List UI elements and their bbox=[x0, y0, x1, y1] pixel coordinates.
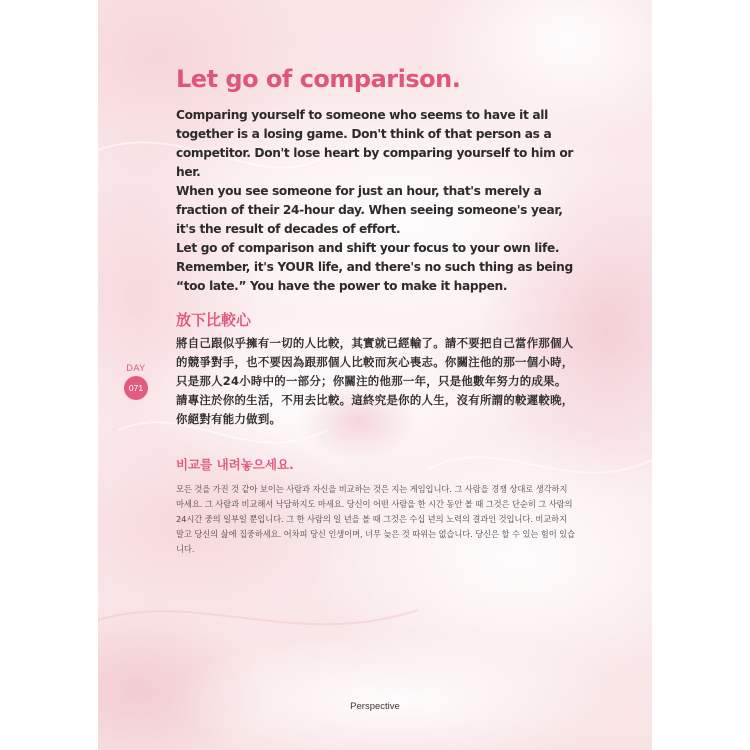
english-paragraph: When you see someone for just an hour, that's merely a fraction of their 24-hour day. When seeing someone's year, it's the result of decades of effort. bbox=[176, 184, 563, 236]
english-paragraph: Let go of comparison and shift your focus to your own life. bbox=[176, 241, 560, 255]
english-title: Let go of comparison. bbox=[176, 65, 461, 93]
english-body bbox=[176, 106, 576, 296]
entry-content bbox=[98, 0, 652, 750]
chinese-body: 將自己跟似乎擁有一切的人比較，其實就已經輸了。請不要把自己當作那個人的競爭對手，也不要因為跟那個人比較而灰心喪志。你關注他的那一個小時，只是那人24小時中的一部分；你關注的他那一年，只是他數年努力的成果。請專注於你的生活，不用去比較。這終究是你的人生，沒有所謂的較遲較晚，你絕對有能力做到。 bbox=[176, 336, 574, 426]
korean-title: 비교를 내려놓으세요. bbox=[176, 457, 294, 472]
book-page bbox=[98, 0, 652, 750]
day-label: DAY bbox=[126, 363, 146, 373]
korean-body: 모든 것을 가진 것 같아 보이는 사람과 자신을 비교하는 것은 지는 게임입니다. 그 사람을 경쟁 상대로 생각하지 마세요. 그 사람과 비교해서 낙담하지도 마세요. 당신이 어떤 사람을 한 시간 동안 볼 때 그것은 단순히 그 사람의 24시간 중의 일부일 뿐입니다. 그 한 사람의 일 년을 볼 때 그것은 수십 년의 노력의 결과인 것입니다. 비교하지 말고 당신의 삶에 집중하세요. 어차피 당신 인생이며, 너무 늦은 것 따위는 없습니다. 당신은 할 수 있는 힘이 있습니다. bbox=[176, 484, 576, 554]
english-paragraph: Remember, it's YOUR life, and there's no such thing as being “too late.” You have the power to make it happen. bbox=[176, 260, 573, 293]
day-marker bbox=[123, 363, 149, 400]
day-number-badge: 071 bbox=[124, 376, 148, 400]
chinese-title: 放下比較心 bbox=[176, 311, 252, 329]
section-footer: Perspective bbox=[350, 701, 400, 712]
english-paragraph: Comparing yourself to someone who seems to have it all together is a losing game. Don't think of that person as a competitor. Don't lose heart by comparing yourself to him or her. bbox=[176, 108, 574, 179]
